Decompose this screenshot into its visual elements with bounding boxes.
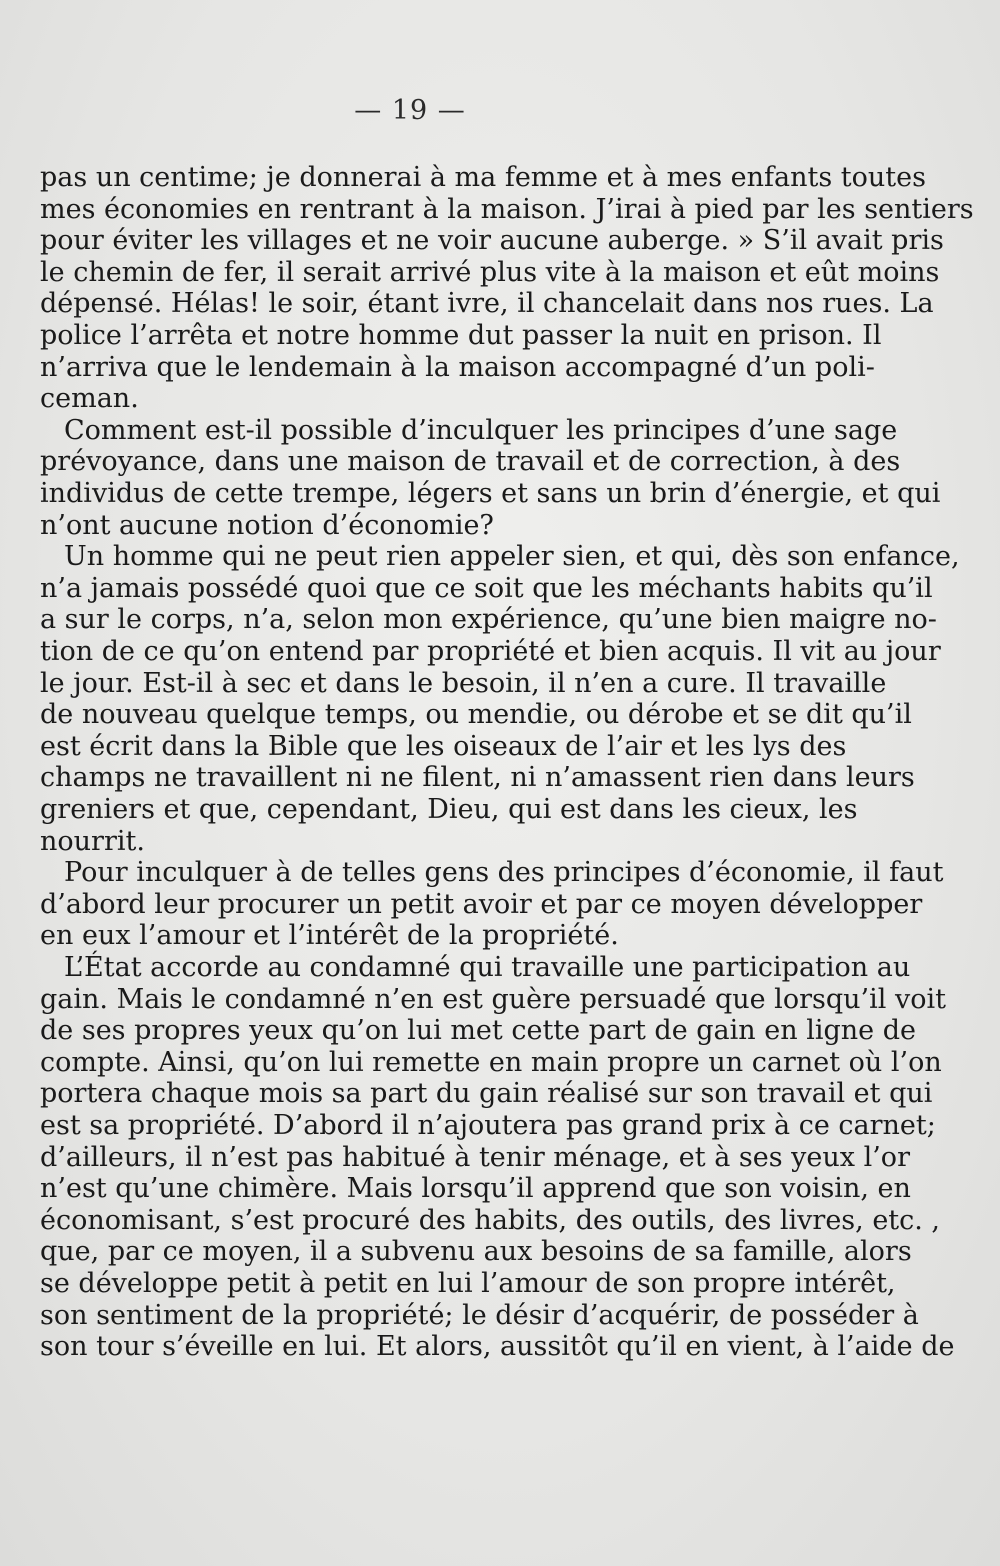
text-line: gain. Mais le condamné n’en est guère persuadé que lorsqu’il voit — [40, 983, 946, 1015]
text-line: dépensé. Hélas! le soir, étant ivre, il chancelait dans nos rues. La — [40, 288, 934, 320]
text-line: d’ailleurs, il n’est pas habitué à tenir ménage, et à ses yeux l’or — [40, 1141, 910, 1173]
text-line: Pour inculquer à de telles gens des principes d’économie, il faut — [64, 857, 944, 889]
text-line: greniers et que, cependant, Dieu, qui est dans les cieux, les — [40, 794, 858, 825]
text-line: pas un centime; je donnerai à ma femme et à mes enfants toutes — [40, 162, 926, 193]
text-line: portera chaque mois sa part du gain réalisé sur son travail et qui — [40, 1078, 933, 1110]
text-line: champs ne travaillent ni ne filent, ni n’amassent rien dans leurs — [40, 762, 915, 794]
text-line: le jour. Est-il à sec et dans le besoin, il n’en a cure. Il travaille — [40, 667, 887, 699]
text-line: le chemin de fer, il serait arrivé plus vite à la maison et eût moins — [40, 256, 940, 288]
page-number: — 19 — — [354, 95, 466, 126]
text-line: son tour s’éveille en lui. Et alors, aussitôt qu’il en vient, à l’aide de — [40, 1331, 955, 1363]
text-line: Comment est-il possible d’inculquer les principes d’une sage — [64, 414, 898, 446]
text-line: prévoyance, dans une maison de travail et de correction, à des — [40, 446, 901, 478]
text-line: mes économies en rentrant à la maison. J’irai à pied par les sentiers — [40, 193, 974, 225]
text-line: n’arriva que le lendemain à la maison accompagné d’un poli- — [40, 351, 875, 383]
text-line: n’est qu’une chimère. Mais lorsqu’il apprend que son voisin, en — [40, 1173, 911, 1205]
text-line: d’abord leur procurer un petit avoir et par ce moyen développer — [40, 888, 923, 920]
text-line: pour éviter les villages et ne voir aucune auberge. » S’il avait pris — [40, 225, 944, 257]
text-line: ceman. — [40, 383, 139, 415]
text-line: est sa propriété. D’abord il n’ajoutera pas grand prix à ce carnet; — [40, 1110, 936, 1141]
text-line: police l’arrêta et notre homme dut passer la nuit en prison. Il — [40, 320, 882, 351]
text-line: nourrit. — [40, 825, 145, 857]
text-line: compte. Ainsi, qu’on lui remette en main propre un carnet où l’on — [40, 1046, 942, 1078]
text-line: a sur le corps, n’a, selon mon expérience, qu’une bien maigre no- — [40, 604, 937, 636]
text-line: tion de ce qu’on entend par propriété et bien acquis. Il vit au jour — [40, 636, 941, 667]
text-line: est écrit dans la Bible que les oiseaux de l’air et les lys des — [40, 730, 847, 762]
text-line: Un homme qui ne peut rien appeler sien, et qui, dès son enfance, — [64, 541, 960, 573]
text-line: individus de cette trempe, légers et sans un brin d’énergie, et qui — [40, 478, 941, 509]
text-line: se développe petit à petit en lui l’amour de son propre intérêt, — [40, 1268, 896, 1299]
text-line: L’État accorde au condamné qui travaille une participation au — [64, 952, 911, 983]
text-line: économisant, s’est procuré des habits, des outils, des livres, etc. , — [40, 1204, 941, 1236]
text-line: de nouveau quelque temps, ou mendie, ou dérobe et se dit qu’il — [40, 699, 912, 731]
text-line: que, par ce moyen, il a subvenu aux besoins de sa famille, alors — [40, 1236, 912, 1268]
text-line: de ses propres yeux qu’on lui met cette part de gain en ligne de — [40, 1015, 916, 1047]
text-line: en eux l’amour et l’intérêt de la propriété. — [40, 920, 619, 952]
text-line: n’a jamais possédé quoi que ce soit que les méchants habits qu’il — [40, 572, 933, 604]
text-line: n’ont aucune notion d’économie? — [40, 509, 494, 541]
text-line: son sentiment de la propriété; le désir d’acquérir, de posséder à — [40, 1299, 919, 1331]
